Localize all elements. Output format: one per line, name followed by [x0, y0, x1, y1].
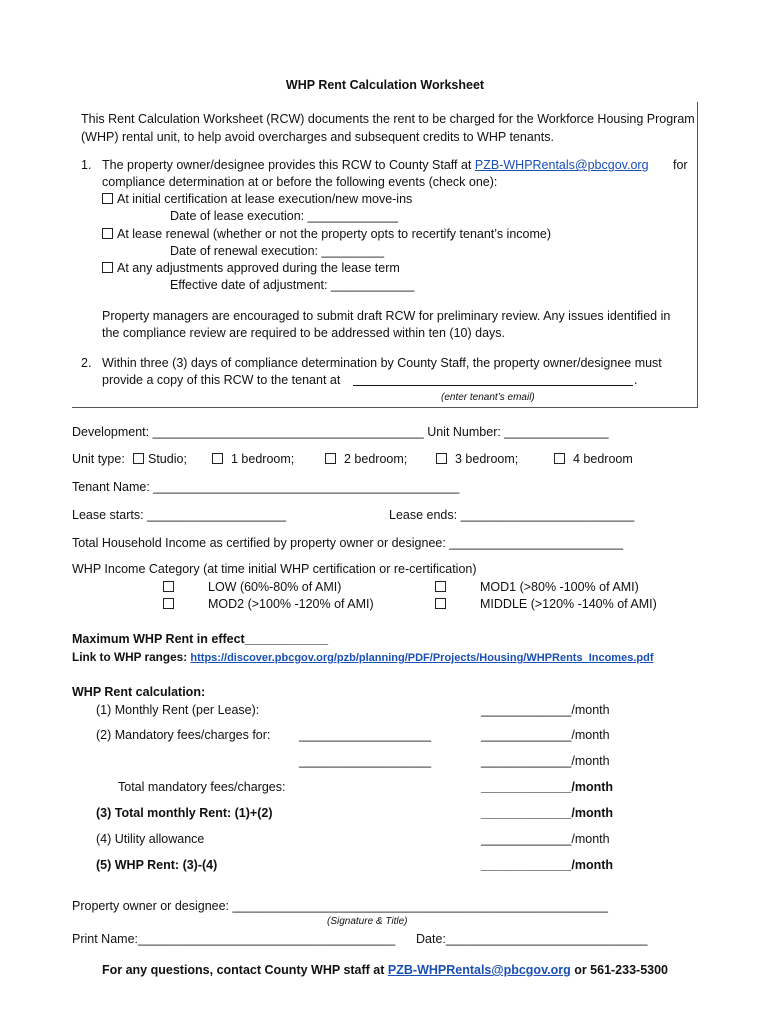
intro-line-1: This Rent Calculation Worksheet (RCW) documents the rent to be charged for the Workforce Housing Program	[81, 112, 695, 126]
unit-type-2-bedroom	[325, 452, 407, 466]
print-name-field[interactable]: Print Name:_____________________________________	[72, 932, 396, 946]
step-2-line-1: Within three (3) days of compliance determination by County Staff, the property owner/designee must	[102, 356, 662, 370]
category-middle-label: MIDDLE (>120% -140% of AMI)	[480, 597, 657, 611]
unit-type-3-bedroom-label: 3 bedroom;	[455, 452, 519, 466]
ranges-label: Link to WHP ranges:	[72, 650, 188, 664]
checkbox-2-bedroom[interactable]	[325, 453, 336, 464]
whp-email-link[interactable]: PZB-WHPRentals@pbcgov.org	[474, 158, 649, 172]
calc-heading: WHP Rent calculation:	[72, 685, 206, 699]
ranges-link[interactable]: https://discover.pbcgov.org/pzb/planning/PDF/Projects/Housing/WHPRents_Incomes.pdf	[190, 652, 654, 664]
checkbox-mod1[interactable]	[435, 581, 446, 592]
calc-total-rent-label: (3) Total monthly Rent: (1)+(2)	[96, 806, 273, 820]
date-field[interactable]: Date:_____________________________	[416, 932, 648, 946]
unit-type-4-bedroom	[554, 452, 633, 466]
unit-type-studio	[133, 452, 187, 466]
step-1-note-line-1: Property managers are encouraged to submit draft RCW for preliminary review. Any issues identified in	[102, 309, 671, 323]
option-adjustments-label: At any adjustments approved during the lease term	[117, 261, 400, 275]
lease-execution-date-field[interactable]: Date of lease execution: _____________	[170, 209, 398, 223]
tenant-name-field[interactable]: Tenant Name: ____________________________________________	[72, 480, 460, 494]
option-initial-certification-label: At initial certification at lease execution/new move-ins	[117, 192, 413, 206]
calc-utility-label: (4) Utility allowance	[96, 832, 205, 846]
box-border-bottom	[72, 407, 698, 408]
calc-total-rent-field[interactable]: _____________/month	[481, 806, 614, 820]
category-mod1-label: MOD1 (>80% -100% of AMI)	[480, 580, 639, 594]
step-1-number: 1.	[81, 158, 92, 172]
option-lease-renewal-label: At lease renewal (whether or not the property opts to recertify tenant’s income)	[117, 227, 552, 241]
household-income-field[interactable]: Total Household Income as certified by property owner or designee: _________________________	[72, 536, 624, 550]
checkbox-mod2[interactable]	[163, 598, 174, 609]
category-low	[163, 580, 341, 594]
checkbox-initial-certification[interactable]	[102, 193, 113, 204]
footer-email-link[interactable]: PZB-WHPRentals@pbcgov.org	[387, 963, 571, 977]
category-low-label: LOW (60%-80% of AMI)	[208, 580, 342, 594]
adjustment-date-field[interactable]: Effective date of adjustment: ____________	[170, 278, 415, 292]
step-1-text-a: The property owner/designee provides this RCW to County Staff at	[102, 158, 472, 172]
category-mod2-label: MOD2 (>100% -120% of AMI)	[208, 597, 374, 611]
calc-utility-field[interactable]: _____________/month	[481, 832, 610, 846]
calc-monthly-rent-field[interactable]: _____________/month	[481, 703, 610, 717]
unit-type-label: Unit type:	[72, 452, 125, 466]
category-mod2	[163, 597, 374, 611]
ranges-line	[72, 650, 653, 664]
unit-type-4-bedroom-label: 4 bedroom	[573, 452, 633, 466]
calc-total-fees-label: Total mandatory fees/charges:	[118, 780, 286, 794]
lease-ends-field[interactable]: Lease ends: _________________________	[389, 508, 635, 522]
footer-text-a: For any questions, contact County WHP staff at	[101, 963, 385, 977]
step-1-note-line-2: the compliance review are required to be addressed within ten (10) days.	[102, 326, 505, 340]
checkbox-adjustments[interactable]	[102, 262, 113, 273]
unit-type-studio-label: Studio;	[148, 452, 187, 466]
unit-type-1-bedroom-label: 1 bedroom;	[231, 452, 295, 466]
step-1-text-b: for	[673, 158, 688, 172]
tenant-email-caption: (enter tenant’s email)	[441, 392, 535, 403]
tenant-email-field[interactable]	[353, 385, 633, 386]
unit-type-3-bedroom	[436, 452, 518, 466]
unit-type-1-bedroom	[212, 452, 294, 466]
box-border-right	[697, 102, 698, 408]
page-title: WHP Rent Calculation Worksheet	[285, 78, 485, 92]
calc-fee-amount-2[interactable]: _____________/month	[481, 754, 610, 768]
intro-line-2: (WHP) rental unit, to help avoid overcharges and subsequent credits to WHP tenants.	[81, 130, 554, 144]
checkbox-low[interactable]	[163, 581, 174, 592]
checkbox-1-bedroom[interactable]	[212, 453, 223, 464]
option-lease-renewal	[102, 227, 551, 241]
calc-whp-rent-label: (5) WHP Rent: (3)-(4)	[96, 858, 218, 872]
checkbox-studio[interactable]	[133, 453, 144, 464]
checkbox-3-bedroom[interactable]	[436, 453, 447, 464]
calc-total-fees-field[interactable]: _____________/month	[481, 780, 614, 794]
footer-text-b: or 561-233-5300	[574, 963, 669, 977]
step-1-line-2: compliance determination at or before the following events (check one):	[102, 175, 498, 189]
lease-starts-field[interactable]: Lease starts: ____________________	[72, 508, 287, 522]
step-2-number: 2.	[81, 356, 92, 370]
step-2-period: .	[634, 373, 638, 387]
calc-fee-description-2[interactable]: ___________________	[299, 754, 432, 768]
checkbox-4-bedroom[interactable]	[554, 453, 565, 464]
max-rent-field[interactable]: Maximum WHP Rent in effect____________	[72, 632, 329, 646]
option-initial-certification	[102, 192, 412, 206]
checkbox-lease-renewal[interactable]	[102, 228, 113, 239]
step-2-line-2: provide a copy of this RCW to the tenant at	[102, 373, 341, 387]
calc-fee-description-1[interactable]: ___________________	[299, 728, 432, 742]
category-mod1	[435, 580, 639, 594]
calc-monthly-rent-label: (1) Monthly Rent (per Lease):	[96, 703, 260, 717]
calc-whp-rent-field[interactable]: _____________/month	[481, 858, 614, 872]
renewal-execution-date-field[interactable]: Date of renewal execution: _________	[170, 244, 385, 258]
development-unit-field[interactable]: Development: _______________________________________ Unit Number: _______________	[72, 425, 609, 439]
unit-type-2-bedroom-label: 2 bedroom;	[344, 452, 408, 466]
income-category-label: WHP Income Category (at time initial WHP certification or re-certification)	[72, 562, 477, 576]
checkbox-middle[interactable]	[435, 598, 446, 609]
footer-contact	[0, 963, 770, 977]
signature-caption: (Signature & Title)	[327, 916, 408, 927]
category-middle	[435, 597, 657, 611]
owner-signature-field[interactable]: Property owner or designee: ______________________________________________________	[72, 899, 608, 913]
step-1-text	[102, 158, 649, 172]
option-adjustments	[102, 261, 400, 275]
calc-mandatory-fees-label: (2) Mandatory fees/charges for:	[96, 728, 271, 742]
calc-fee-amount-1[interactable]: _____________/month	[481, 728, 610, 742]
